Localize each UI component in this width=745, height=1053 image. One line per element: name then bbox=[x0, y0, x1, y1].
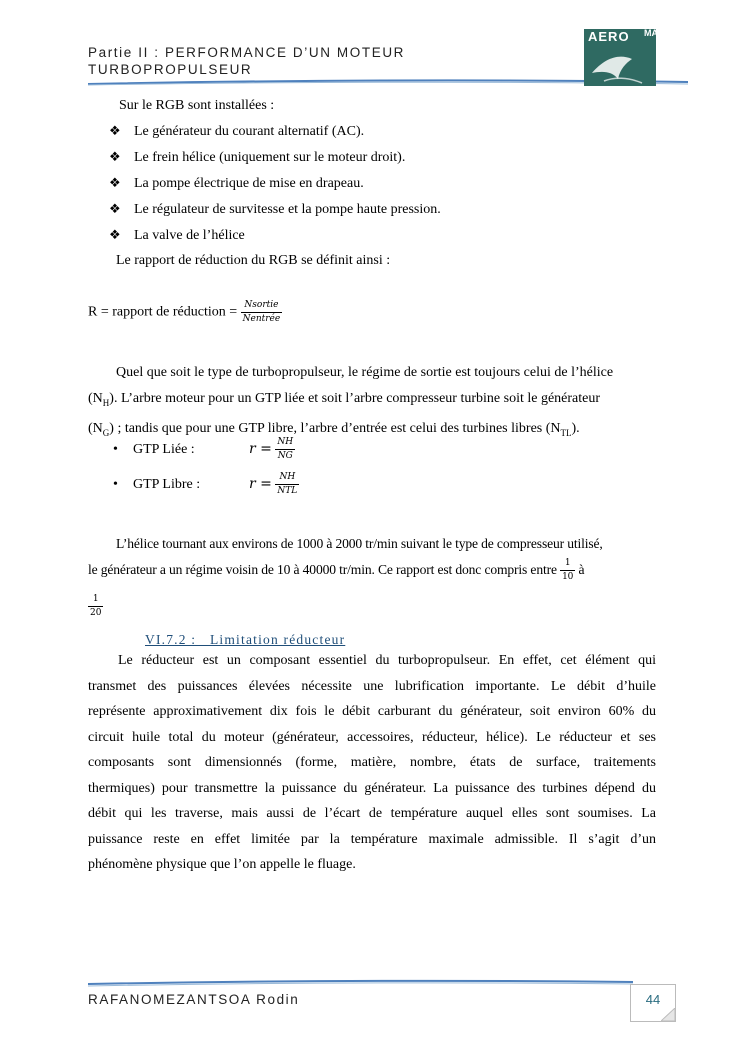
paragraph-regime bbox=[88, 360, 656, 446]
fraction-one-tenth bbox=[560, 558, 575, 583]
gtp-fraction bbox=[275, 437, 295, 462]
subscript: H bbox=[102, 397, 110, 408]
list-item-text: Le frein hélice (uniquement sur le moteur droit). bbox=[134, 150, 406, 165]
gtp-denominator: NTL bbox=[277, 486, 298, 496]
text-run: le générateur a un régime voisin de 10 à 40000 tr/min. Ce rapport est donc compris entre bbox=[88, 561, 557, 577]
gtp-label: GTP Libre : bbox=[133, 477, 201, 492]
list-item-text: Le générateur du courant alternatif (AC). bbox=[134, 124, 365, 139]
ratio-intro: Le rapport de réduction du RGB se définit ainsi : bbox=[116, 253, 391, 268]
section-heading: VI.7.2 : Limitation réducteur bbox=[145, 632, 346, 647]
footer-author: RAFANOMEZANTSOA Rodin bbox=[88, 992, 300, 1007]
paragraph-line: débit qui les traverse, mais aussi de l’écart de température auquel elles sont soumises. La bbox=[88, 806, 656, 821]
list-item-text: La pompe électrique de mise en drapeau. bbox=[134, 176, 364, 191]
header-title-line2: TURBOPROPULSEUR bbox=[88, 62, 253, 77]
diamond-bullet-icon: ❖ bbox=[109, 176, 121, 191]
list-item bbox=[109, 148, 405, 167]
diamond-bullet-icon: ❖ bbox=[109, 202, 121, 217]
gtp-numerator: NH bbox=[275, 472, 299, 485]
paragraph-line: Quel que soit le type de turbopropulseur, le régime de sortie est toujours celui de l’hélice bbox=[116, 365, 614, 380]
paragraph-line: puissance reste en effet limitée par la température maximale admissible. Il s’agit d’un bbox=[88, 831, 656, 847]
footer-rule bbox=[88, 976, 633, 988]
header-title-line1: Partie II : PERFORMANCE D’UN MOTEUR bbox=[88, 45, 406, 60]
gtp-fraction bbox=[275, 472, 299, 497]
paragraph-helice bbox=[88, 531, 656, 583]
paragraph-line: Le réducteur est un composant essentiel du turbopropulseur. En effet, cet élément qui bbox=[118, 653, 656, 668]
gtp-numerator: NH bbox=[275, 437, 295, 450]
gtp-lhs: r = bbox=[249, 476, 272, 492]
gtp-label: GTP Liée : bbox=[133, 442, 195, 457]
paragraph-line: composants sont dimensionnés (forme, matière, nombre, états de surface, traitements bbox=[88, 755, 656, 770]
formula-fraction bbox=[241, 300, 283, 325]
list-item bbox=[109, 200, 441, 219]
gtp-denominator: NG bbox=[277, 451, 293, 461]
paragraph-line: représente approximativement dix fois le débit carburant du générateur, soit environ 60% du bbox=[88, 704, 656, 719]
paragraph-line: L’hélice tournant aux environs de 1000 à 2000 tr/min suivant le type de compresseur utilisé, bbox=[116, 536, 603, 551]
gtp-lhs: r = bbox=[249, 441, 272, 457]
text-run: ). L’arbre moteur pour un GTP liée et soit l’arbre compresseur turbine soit le générateur bbox=[109, 390, 601, 406]
text-run: (N bbox=[88, 390, 103, 406]
paragraph-line bbox=[88, 557, 656, 583]
logo-side-text: MARINE bbox=[644, 28, 680, 38]
fraction-one-twentieth bbox=[88, 594, 103, 619]
formula-denominator: Nentrée bbox=[242, 314, 281, 324]
list-item bbox=[109, 226, 245, 245]
paragraph-line: circuit huile total du moteur (générateur, accessoires, réducteur, hélice). Le réducteur et ses bbox=[88, 729, 656, 745]
fraction-denominator: 20 bbox=[90, 608, 102, 618]
gtp-item bbox=[113, 437, 295, 471]
bullet-dot-icon: • bbox=[113, 476, 118, 492]
page-header-title bbox=[88, 44, 405, 78]
list-item-text: La valve de l’hélice bbox=[134, 228, 245, 243]
gtp-item bbox=[113, 472, 299, 506]
ratio-formula bbox=[88, 300, 282, 325]
subscript: G bbox=[102, 427, 110, 438]
logo-main-text: AERO bbox=[588, 29, 630, 44]
diamond-bullet-icon: ❖ bbox=[109, 124, 121, 139]
diamond-bullet-icon: ❖ bbox=[109, 150, 121, 165]
subscript: TL bbox=[560, 427, 572, 438]
text-run: ) ; tandis que pour une GTP libre, l’arbre d’entrée est celui des turbines libres (N bbox=[109, 420, 561, 436]
list-item bbox=[109, 174, 364, 193]
paragraph-line: thermiques) pour transmettre la puissance du générateur. La puissance des turbines dépend du bbox=[88, 780, 656, 796]
list-item-text: Le régulateur de survitesse et la pompe haute pression. bbox=[134, 202, 441, 217]
bullet-dot-icon: • bbox=[113, 441, 118, 457]
page-corner-icon bbox=[661, 1008, 675, 1021]
page-number: 44 bbox=[630, 984, 676, 1022]
list-item bbox=[109, 122, 364, 141]
text-run: ). bbox=[571, 420, 580, 436]
diamond-bullet-icon: ❖ bbox=[109, 228, 121, 243]
fraction-numerator: 1 bbox=[560, 558, 575, 571]
rgb-intro: Sur le RGB sont installées : bbox=[119, 98, 275, 113]
formula-label: R = rapport de réduction = bbox=[88, 304, 238, 320]
text-run: à bbox=[578, 561, 585, 577]
paragraph-line: transmet des puissances élevées nécessite une lubrification importante. Le débit d’huile bbox=[88, 678, 656, 694]
fraction-denominator: 10 bbox=[562, 571, 574, 582]
paragraph-reducteur bbox=[88, 648, 656, 878]
text-run: (N bbox=[88, 420, 103, 436]
paragraph-line: phénomène physique que l’on appelle le fluage. bbox=[88, 857, 356, 872]
formula-numerator: Nsortie bbox=[241, 300, 283, 313]
paragraph-line bbox=[88, 386, 656, 416]
aero-marine-logo bbox=[584, 28, 680, 86]
fraction-numerator: 1 bbox=[88, 594, 103, 607]
